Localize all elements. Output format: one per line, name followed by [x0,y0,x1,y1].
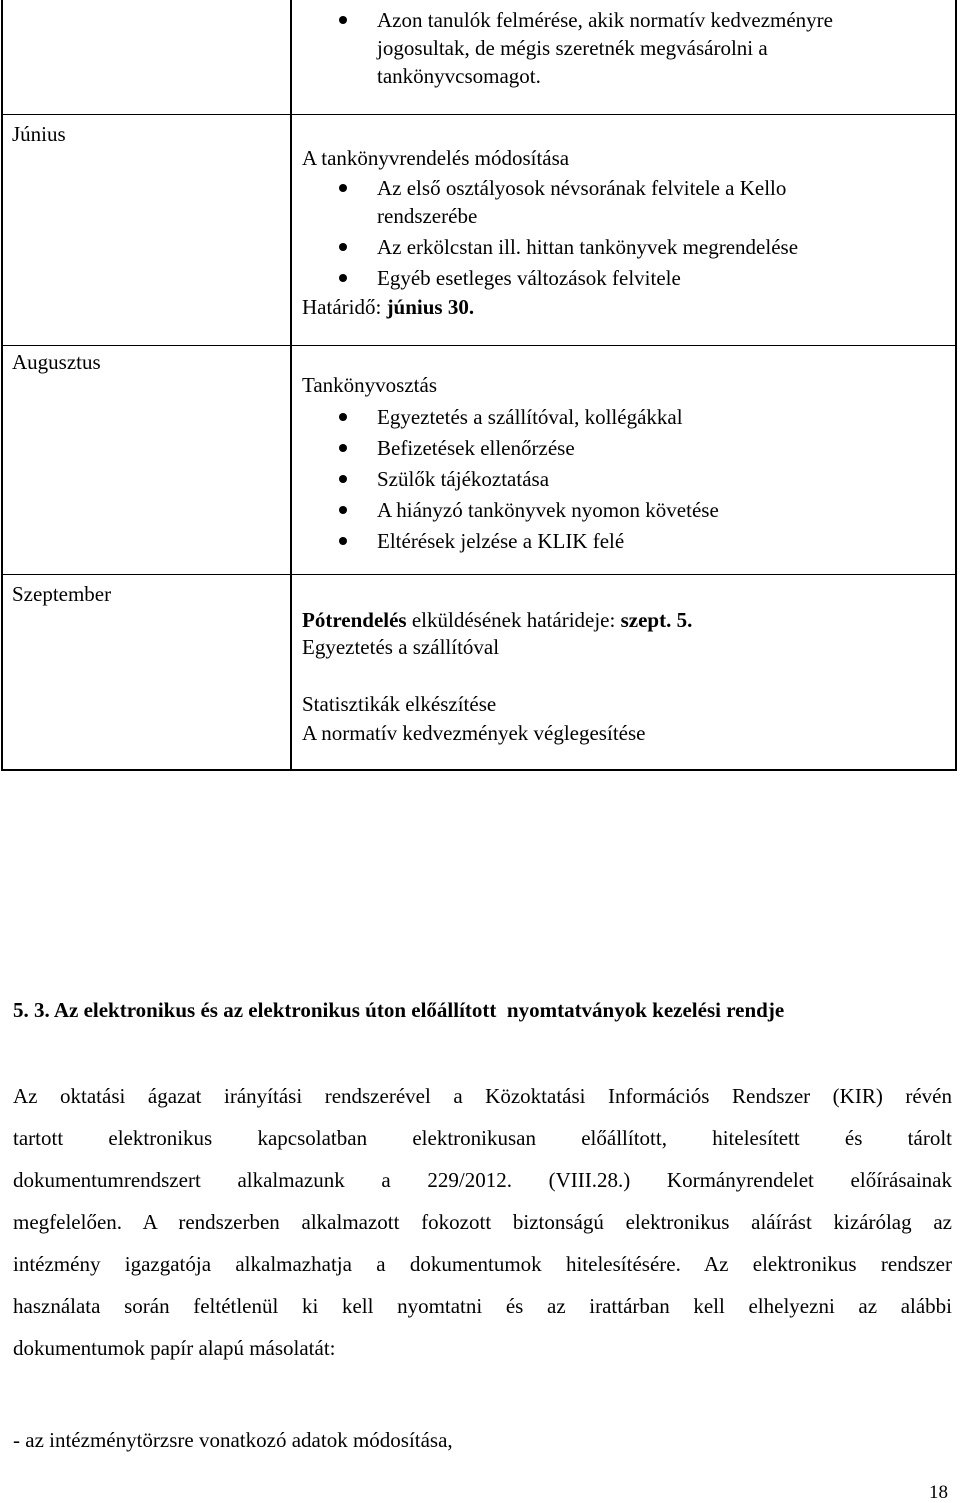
month-september: Szeptember [12,582,112,606]
body-line: intézmény igazgatója alkalmazhatja a dokumentumok hitelesítésére. Az elektronikus rendszer [13,1252,952,1276]
august-bullet: Befizetések ellenőrzése [377,436,575,460]
month-june: Június [12,122,66,146]
august-heading: Tankönyvosztás [302,373,438,397]
bullet-dot [339,16,347,24]
september-line: A normatív kedvezmények véglegesítése [302,721,646,745]
bullet-dot [339,184,347,192]
reorder-date: szept. 5. [620,608,693,632]
august-bullet: Egyeztetés a szállítóval, kollégákkal [377,405,683,429]
deadline-label: Határidő: [302,295,382,319]
august-bullet: A hiányzó tankönyvek nyomon követése [377,498,719,522]
table-border-bottom [1,769,957,771]
top-bullet-line: tankönyvcsomagot. [377,64,541,88]
body-line: használata során feltétlenül ki kell nyomtatni és az irattárban kell elhelyezni az alábbi [13,1294,952,1318]
top-bullet-line: jogosultak, de mégis szeretnék megvásárolni a [377,36,768,60]
bullet-dot [339,243,347,251]
reorder-text: elküldésének határideje: [411,608,616,632]
june-bullet: rendszerébe [377,204,478,228]
body-line: megfelelően. A rendszerben alkalmazott fokozott biztonságú elektronikus aláírást kizárólag az [13,1210,952,1234]
september-line: Egyeztetés a szállítóval [302,635,500,659]
body-line: dokumentumok papír alapú másolatát: [13,1336,336,1360]
august-bullet: Eltérések jelzése a KLIK felé [377,529,625,553]
table-border-left [1,0,3,771]
section-number: 5. 3. [13,998,50,1022]
bullet-dot [339,274,347,282]
june-bullet: Egyéb esetleges változások felvitele [377,266,681,290]
body-paragraph [13,1075,952,1369]
september-line: Statisztikák elkészítése [302,692,497,716]
bullet-dot [339,475,347,483]
section-heading [13,997,784,1023]
reorder-bold: Pótrendelés [302,608,407,632]
month-august: Augusztus [12,350,101,374]
top-bullet-line: Azon tanulók felmérése, akik normatív kedvezményre [377,8,833,32]
bullet-dot [339,413,347,421]
table-row-separator [1,345,957,346]
august-bullet: Szülők tájékoztatása [377,467,550,491]
june-heading: A tankönyvrendelés módosítása [302,146,570,170]
june-bullet: Az erkölcstan ill. hittan tankönyvek megrendelése [377,235,799,259]
september-reorder [302,607,692,633]
table-border-right [955,0,957,771]
page-number: 18 [929,1482,948,1503]
june-bullet: Az első osztályosok névsorának felvitele a Kello [377,176,787,200]
bullet-dot [339,444,347,452]
body-line: tartott elektronikus kapcsolatban elektronikusan előállított, hitelesített és tárolt [13,1126,952,1150]
bullet-dot [339,537,347,545]
table-row-separator [1,114,957,115]
list-item: - az intézménytörzsre vonatkozó adatok módosítása, [13,1428,453,1452]
body-line: dokumentumrendszert alkalmazunk a 229/2012. (VIII.28.) Kormányrendelet előírásainak [13,1168,952,1192]
bullet-dot [339,506,347,514]
section-title: Az elektronikus és az elektronikus úton előállított nyomtatványok kezelési rendje [53,998,785,1022]
deadline-value: június 30. [386,295,475,319]
table-border-divider [290,0,292,771]
june-deadline [302,294,474,320]
body-line: Az oktatási ágazat irányítási rendszerével a Közoktatási Információs Rendszer (KIR) révén [13,1084,952,1108]
table-row-separator [1,574,957,575]
